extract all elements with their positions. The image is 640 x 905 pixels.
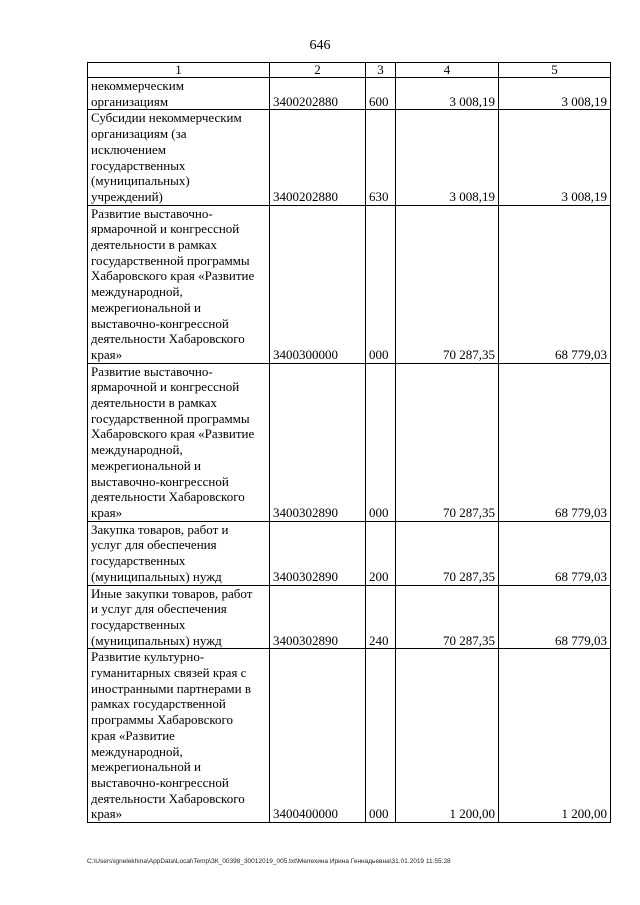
table-row	[88, 521, 611, 585]
row-sum2-cell	[499, 649, 611, 823]
row-name-cell-text: Развитие культурно- гуманитарных связей края с иностранными партнерами в рамках государственной программы Хабаровского края «Развитие международной, межрегиональной и выставочно-конгрессной деятельности Хабаровского края»	[91, 649, 252, 822]
row-name-cell-text: Развитие выставочно- ярмарочной и конгрессной деятельности в рамках государственной программы Хабаровского края «Развитие международной, межрегиональной и выставочно-конгрессной деятельности Хабаровского края»	[91, 363, 255, 520]
budget-table	[87, 62, 611, 823]
file-path-footer: C:\Users\ignelekhina\AppData\Local\Temp\ЗК_00398_30012019_005.txt\Мелехина Ирина Геннадьевна\31.01.2019 11:55:28	[87, 858, 451, 865]
table-row	[88, 585, 611, 649]
row-sum1-cell-text: 70 287,35	[443, 568, 495, 584]
row-name-cell	[88, 521, 270, 585]
row-vr-cell-text: 630	[369, 188, 389, 204]
row-sum1-cell	[396, 649, 499, 823]
row-name-cell	[88, 205, 270, 363]
row-vr-cell-text: 000	[369, 504, 389, 520]
row-vr-cell	[366, 78, 396, 110]
row-csr-cell-text: 3400202880	[273, 188, 338, 204]
row-sum2-cell-text: 68 779,03	[555, 632, 607, 648]
row-csr-cell	[270, 78, 366, 110]
row-csr-cell	[270, 110, 366, 205]
row-sum1-cell	[396, 521, 499, 585]
row-sum1-cell	[396, 205, 499, 363]
row-name-cell-text: Иные закупки товаров, работ и услуг для обеспечения государственных (муниципальных) нужд	[91, 585, 253, 648]
row-vr-cell	[366, 585, 396, 649]
row-sum1-cell	[396, 585, 499, 649]
row-csr-cell-text: 3400400000	[273, 806, 338, 822]
table-row	[88, 78, 611, 110]
table-row	[88, 110, 611, 205]
row-vr-cell	[366, 521, 396, 585]
table-row	[88, 205, 611, 363]
header-col-1: 1	[88, 63, 270, 78]
row-sum2-cell	[499, 363, 611, 521]
row-sum2-cell	[499, 205, 611, 363]
row-csr-cell	[270, 205, 366, 363]
row-name-cell	[88, 363, 270, 521]
header-col-5: 5	[499, 63, 611, 78]
row-vr-cell-text: 000	[369, 346, 389, 362]
row-sum1-cell-text: 70 287,35	[443, 504, 495, 520]
row-csr-cell-text: 3400300000	[273, 346, 338, 362]
row-name-cell-text: Субсидии некоммерческим организациям (за исключением государственных (муниципальных) учреждений)	[91, 110, 242, 204]
row-vr-cell-text: 000	[369, 806, 389, 822]
row-vr-cell-text: 600	[369, 93, 389, 109]
row-sum1-cell-text: 70 287,35	[443, 632, 495, 648]
row-csr-cell-text: 3400302890	[273, 568, 338, 584]
header-col-2: 2	[270, 63, 366, 78]
row-sum2-cell	[499, 78, 611, 110]
row-csr-cell	[270, 585, 366, 649]
row-sum2-cell-text: 3 008,19	[561, 188, 607, 204]
row-vr-cell	[366, 205, 396, 363]
row-sum2-cell-text: 68 779,03	[555, 346, 607, 362]
row-csr-cell-text: 3400202880	[273, 93, 338, 109]
row-sum1-cell-text: 1 200,00	[449, 806, 495, 822]
row-csr-cell	[270, 363, 366, 521]
row-csr-cell	[270, 521, 366, 585]
row-sum1-cell-text: 3 008,19	[449, 93, 495, 109]
row-sum2-cell-text: 1 200,00	[561, 806, 607, 822]
row-sum2-cell	[499, 110, 611, 205]
row-vr-cell-text: 240	[369, 632, 389, 648]
header-col-3: 3	[366, 63, 396, 78]
header-col-4: 4	[396, 63, 499, 78]
row-sum2-cell-text: 68 779,03	[555, 504, 607, 520]
row-vr-cell	[366, 363, 396, 521]
row-sum1-cell-text: 70 287,35	[443, 346, 495, 362]
row-sum1-cell-text: 3 008,19	[449, 188, 495, 204]
table-header-row	[88, 63, 611, 78]
table-row	[88, 363, 611, 521]
row-csr-cell	[270, 649, 366, 823]
row-name-cell	[88, 585, 270, 649]
row-sum1-cell	[396, 363, 499, 521]
row-sum1-cell	[396, 110, 499, 205]
row-vr-cell	[366, 110, 396, 205]
row-vr-cell-text: 200	[369, 568, 389, 584]
row-sum1-cell	[396, 78, 499, 110]
row-name-cell	[88, 110, 270, 205]
row-name-cell-text: Закупка товаров, работ и услуг для обеспечения государственных (муниципальных) нужд	[91, 521, 229, 584]
row-name-cell	[88, 649, 270, 823]
row-sum2-cell-text: 3 008,19	[561, 93, 607, 109]
row-csr-cell-text: 3400302890	[273, 504, 338, 520]
row-vr-cell	[366, 649, 396, 823]
row-csr-cell-text: 3400302890	[273, 632, 338, 648]
row-name-cell-text: Развитие выставочно- ярмарочной и конгрессной деятельности в рамках государственной программы Хабаровского края «Развитие международной, межрегиональной и выставочно-конгрессной деятельности Хабаровского края»	[91, 205, 255, 362]
row-name-cell	[88, 78, 270, 110]
row-name-cell-text: некоммерческим организациям	[91, 78, 184, 109]
table-row	[88, 649, 611, 823]
page-number: 646	[309, 38, 331, 53]
row-sum2-cell-text: 68 779,03	[555, 568, 607, 584]
row-sum2-cell	[499, 521, 611, 585]
row-sum2-cell	[499, 585, 611, 649]
